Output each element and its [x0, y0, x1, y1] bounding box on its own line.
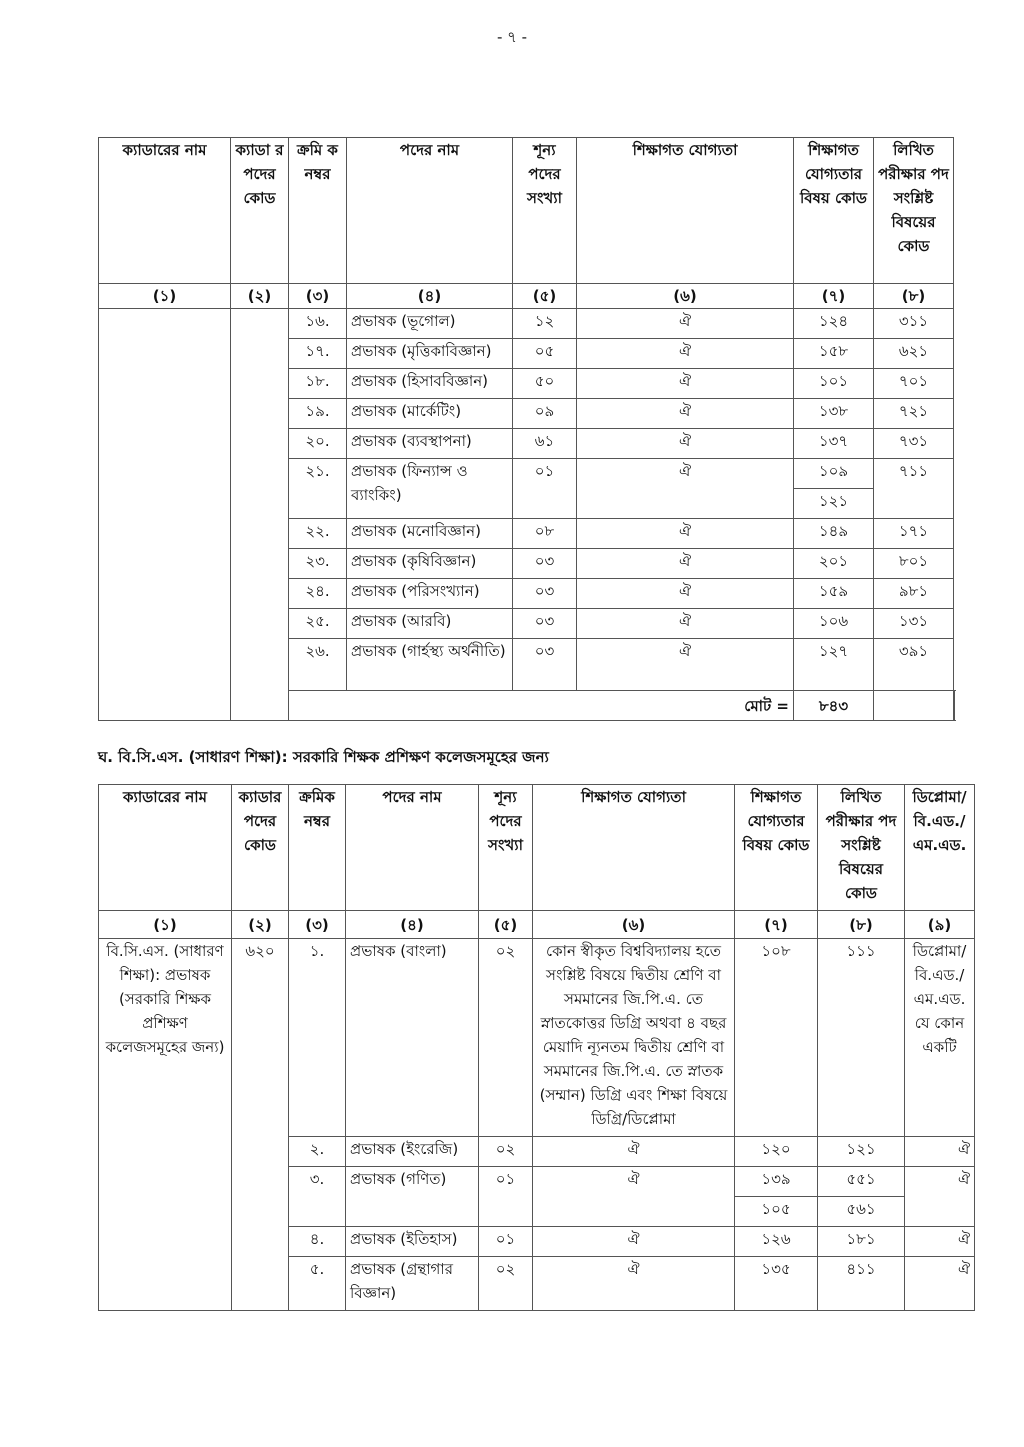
empty-cell	[954, 691, 955, 721]
post-name-cell: প্রভাষক (পরিসংখ্যান)	[347, 579, 513, 609]
col-number: (৮)	[874, 284, 954, 309]
total-value: ৮৪৩	[794, 691, 874, 721]
table-row	[99, 309, 955, 339]
serial-cell: ২.	[289, 1137, 346, 1167]
empty-cell	[874, 691, 954, 721]
qual-code-cell: ১২৪	[794, 309, 874, 339]
vacancy-cell: ০৮	[513, 519, 577, 549]
post-name-cell: প্রভাষক (কৃষিবিজ্ঞান)	[347, 549, 513, 579]
qual-code-cell: ১০৮	[735, 939, 818, 1137]
header-qualification: শিক্ষাগত যোগ্যতা	[533, 785, 735, 911]
written-code-cell: ১২১	[818, 1137, 905, 1167]
serial-cell: ১.	[289, 939, 346, 1137]
serial-cell: ১৭.	[289, 339, 347, 369]
vacancy-cell: ০২	[479, 1137, 533, 1167]
col-number: (৩)	[289, 911, 346, 939]
written-code-cell: ৫৬১	[818, 1197, 905, 1227]
post-name-cell: প্রভাষক (গণিত)	[346, 1167, 479, 1227]
header-serial: ক্রমিক নম্বর	[289, 785, 346, 911]
serial-cell: ২০.	[289, 429, 347, 459]
col-number: (৬)	[533, 911, 735, 939]
col-number: (৫)	[513, 284, 577, 309]
written-code-cell: ৩৯১	[874, 639, 954, 691]
header-cadre-name: ক্যাডারের নাম	[99, 785, 232, 911]
col-number: (৩)	[289, 284, 347, 309]
col-number: (৯)	[905, 911, 975, 939]
post-name-cell: প্রভাষক (গার্হস্থ্য অর্থনীতি)	[347, 639, 513, 691]
header-cadre-code: ক্যাডা র পদের কোড	[231, 138, 289, 284]
header-cadre-name: ক্যাডারের নাম	[99, 138, 231, 284]
vacancy-cell: ০১	[479, 1227, 533, 1257]
post-name-cell: প্রভাষক (হিসাববিজ্ঞান)	[347, 369, 513, 399]
diploma-cell: ডিপ্লোমা/ বি.এড./ এম.এড. যে কোন একটি	[905, 939, 975, 1137]
serial-cell: ১৯.	[289, 399, 347, 429]
qualification-cell: ঐ	[577, 339, 794, 369]
post-name-cell: প্রভাষক (ভূগোল)	[347, 309, 513, 339]
qualification-cell: ঐ	[577, 609, 794, 639]
header-qualification: শিক্ষাগত যোগ্যতা	[577, 138, 794, 284]
diploma-cell: ঐ	[905, 1137, 975, 1167]
vacancy-cell: ০৩	[513, 609, 577, 639]
diploma-cell: ঐ	[905, 1167, 975, 1227]
serial-cell: ১৬.	[289, 309, 347, 339]
header-post-name: পদের নাম	[347, 138, 513, 284]
qual-code-cell: ১৩৯	[735, 1167, 818, 1197]
qualification-cell: ঐ	[577, 459, 794, 519]
serial-cell: ১৮.	[289, 369, 347, 399]
post-name-cell: প্রভাষক (আরবি)	[347, 609, 513, 639]
qual-code-cell: ২০১	[794, 549, 874, 579]
diploma-cell: ঐ	[905, 1227, 975, 1257]
col-number: (৬)	[577, 284, 794, 309]
written-code-cell: ৭২১	[874, 399, 954, 429]
serial-cell: ৩.	[289, 1167, 346, 1227]
col-number: (৭)	[735, 911, 818, 939]
vacancy-cell: ৬১	[513, 429, 577, 459]
col-number: (২)	[232, 911, 289, 939]
serial-cell: ২৫.	[289, 609, 347, 639]
diploma-cell: ঐ	[905, 1257, 975, 1311]
col-number: (২)	[231, 284, 289, 309]
vacancy-cell: ৫০	[513, 369, 577, 399]
cadre-name-cell	[99, 309, 231, 721]
qual-code-cell: ১০৯	[794, 459, 874, 489]
qual-code-cell: ১৫৯	[794, 579, 874, 609]
col-number: (৪)	[346, 911, 479, 939]
table-row	[99, 939, 975, 1137]
cadre-name-cell: বি.সি.এস. (সাধারণ শিক্ষা): প্রভাষক (সরকারি শিক্ষক প্রশিক্ষণ কলেজসমূহের জন্য)	[99, 939, 232, 1311]
qualification-cell: ঐ	[533, 1167, 735, 1227]
header-vacancy: শূন্য পদের সংখ্যা	[513, 138, 577, 284]
col-number: (৪)	[347, 284, 513, 309]
qualification-cell: ঐ	[577, 399, 794, 429]
column-number-row	[99, 284, 955, 309]
posts-table-1	[98, 137, 955, 721]
vacancy-cell: ০১	[479, 1167, 533, 1227]
post-name-cell: প্রভাষক (বাংলা)	[346, 939, 479, 1137]
written-code-cell: ৬২১	[874, 339, 954, 369]
qual-code-cell: ১৩৮	[794, 399, 874, 429]
qualification-cell: ঐ	[577, 549, 794, 579]
table-header-row	[99, 785, 975, 911]
serial-cell: ২৬.	[289, 639, 347, 691]
post-name-cell: প্রভাষক (মৃত্তিকাবিজ্ঞান)	[347, 339, 513, 369]
vacancy-cell: ১২	[513, 309, 577, 339]
qualification-cell: ঐ	[577, 519, 794, 549]
vacancy-cell: ০৩	[513, 639, 577, 691]
total-label: মোট =	[289, 691, 794, 721]
qual-code-cell: ১২৭	[794, 639, 874, 691]
written-code-cell: ১৮১	[818, 1227, 905, 1257]
post-name-cell: প্রভাষক (মনোবিজ্ঞান)	[347, 519, 513, 549]
vacancy-cell: ০৩	[513, 549, 577, 579]
vacancy-cell: ০৩	[513, 579, 577, 609]
vacancy-cell: ০৫	[513, 339, 577, 369]
qual-code-cell: ১০১	[794, 369, 874, 399]
qual-code-cell: ১৫৮	[794, 339, 874, 369]
qual-code-cell: ১৩৫	[735, 1257, 818, 1311]
written-code-cell: ৮০১	[874, 549, 954, 579]
qual-code-cell: ১০৫	[735, 1197, 818, 1227]
table-header-row	[99, 138, 955, 284]
qual-code-cell: ১০৬	[794, 609, 874, 639]
post-name-cell: প্রভাষক (ব্যবস্থাপনা)	[347, 429, 513, 459]
header-post-name: পদের নাম	[346, 785, 479, 911]
header-written-code: লিখিত পরীক্ষার পদ সংশ্লিষ্ট বিষয়ের কোড	[874, 138, 954, 284]
qualification-cell: ঐ	[577, 429, 794, 459]
qualification-cell: ঐ	[577, 639, 794, 691]
header-diploma: ডিপ্লোমা/ বি.এড./ এম.এড.	[905, 785, 975, 911]
serial-cell: ২৪.	[289, 579, 347, 609]
col-number: (১)	[99, 911, 232, 939]
section-heading: ঘ. বি.সি.এস. (সাধারণ শিক্ষা): সরকারি শিক্ষক প্রশিক্ষণ কলেজসমূহের জন্য	[98, 748, 549, 766]
post-name-cell: প্রভাষক (ফিন্যান্স ও ব্যাংকিং)	[347, 459, 513, 519]
written-code-cell: ১১১	[818, 939, 905, 1137]
qualification-cell: ঐ	[577, 579, 794, 609]
qualification-cell: কোন স্বীকৃত বিশ্ববিদ্যালয় হতে সংশ্লিষ্ট বিষয়ে দ্বিতীয় শ্রেণি বা সমমানের জি.পি.এ. তে স্নাতকোত্তর ডিগ্রি অথবা ৪ বছর মেয়াদি ন্যূনতম দ্বিতীয় শ্রেণি বা সমমানের জি.পি.এ. তে স্নাতক (সম্মান) ডিগ্রি এবং শিক্ষা বিষয়ে ডিগ্রি/ডিপ্লোমা	[533, 939, 735, 1137]
header-qual-code: শিক্ষাগত যোগ্যতার বিষয় কোড	[794, 138, 874, 284]
qualification-cell: ঐ	[533, 1257, 735, 1311]
vacancy-cell: ০২	[479, 939, 533, 1137]
col-number: (৭)	[794, 284, 874, 309]
serial-cell: ২১.	[289, 459, 347, 519]
qualification-cell: ঐ	[577, 369, 794, 399]
vacancy-cell: ০১	[513, 459, 577, 519]
serial-cell: ৪.	[289, 1227, 346, 1257]
header-vacancy: শূন্য পদের সংখ্যা	[479, 785, 533, 911]
qual-code-cell: ১৪৯	[794, 519, 874, 549]
written-code-cell: ৭০১	[874, 369, 954, 399]
written-code-cell: ১৩১	[874, 609, 954, 639]
qual-code-cell: ১২৬	[735, 1227, 818, 1257]
header-cadre-code: ক্যাডার পদের কোড	[232, 785, 289, 911]
qual-code-cell: ১৩৭	[794, 429, 874, 459]
post-name-cell: প্রভাষক (ইতিহাস)	[346, 1227, 479, 1257]
cadre-code-cell: ৬২০	[232, 939, 289, 1311]
header-written-code: লিখিত পরীক্ষার পদ সংশ্লিষ্ট বিষয়ের কোড	[818, 785, 905, 911]
qual-code-cell: ১২০	[735, 1137, 818, 1167]
cadre-code-cell	[231, 309, 289, 721]
col-number: (৫)	[479, 911, 533, 939]
written-code-cell: ৪১১	[818, 1257, 905, 1311]
serial-cell: ২২.	[289, 519, 347, 549]
page-number: - ৭ -	[496, 28, 528, 46]
qualification-cell: ঐ	[533, 1227, 735, 1257]
qual-code-cell: ১২১	[794, 489, 874, 519]
header-qual-code: শিক্ষাগত যোগ্যতার বিষয় কোড	[735, 785, 818, 911]
post-name-cell: প্রভাষক (মার্কেটিং)	[347, 399, 513, 429]
written-code-cell: ৫৫১	[818, 1167, 905, 1197]
written-code-cell: ৭৩১	[874, 429, 954, 459]
qualification-cell: ঐ	[577, 309, 794, 339]
vacancy-cell: ০২	[479, 1257, 533, 1311]
col-number: (১)	[99, 284, 231, 309]
header-serial: ক্রমি ক নম্বর	[289, 138, 347, 284]
written-code-cell: ৭১১	[874, 459, 954, 519]
vacancy-cell: ০৯	[513, 399, 577, 429]
written-code-cell: ৯৮১	[874, 579, 954, 609]
post-name-cell: প্রভাষক (গ্রন্থাগার বিজ্ঞান)	[346, 1257, 479, 1311]
written-code-cell: ৩১১	[874, 309, 954, 339]
serial-cell: ৫.	[289, 1257, 346, 1311]
posts-table-2	[98, 784, 975, 1311]
written-code-cell: ১৭১	[874, 519, 954, 549]
column-number-row	[99, 911, 975, 939]
post-name-cell: প্রভাষক (ইংরেজি)	[346, 1137, 479, 1167]
col-number: (৮)	[818, 911, 905, 939]
serial-cell: ২৩.	[289, 549, 347, 579]
qualification-cell: ঐ	[533, 1137, 735, 1167]
